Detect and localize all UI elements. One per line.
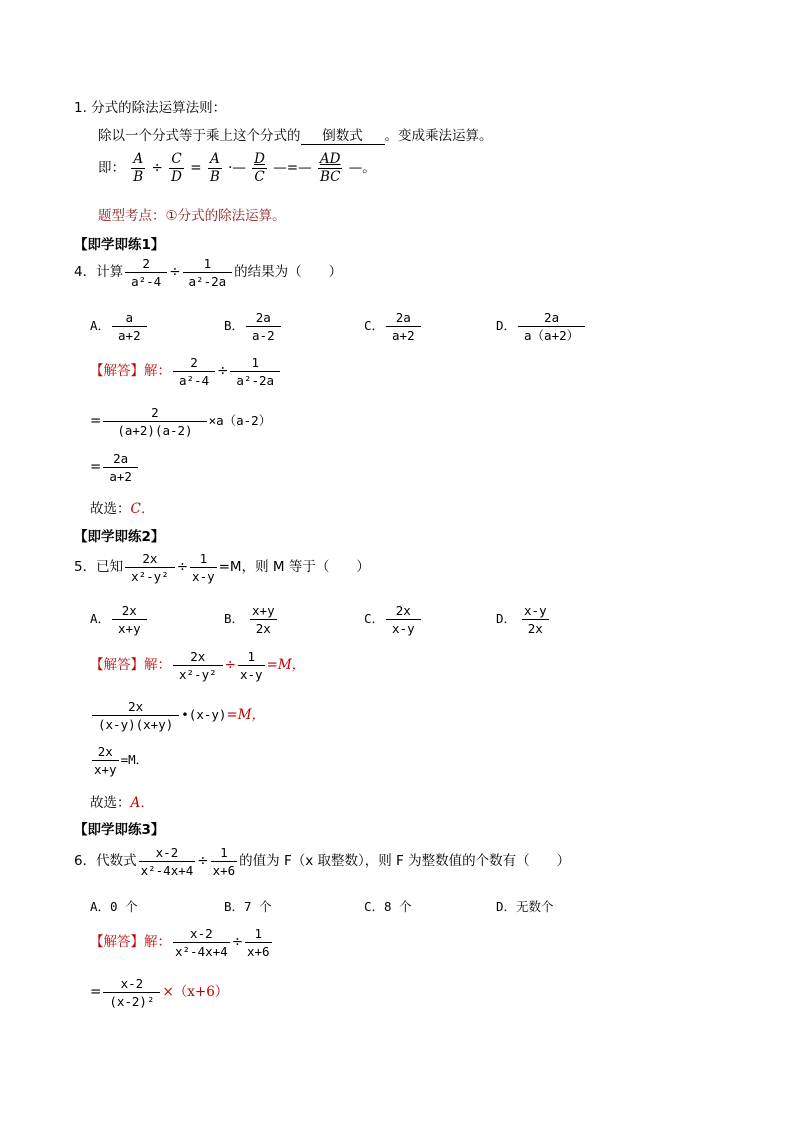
kaodian: 题型考点：①分式的除法运算。 bbox=[98, 208, 286, 224]
fraction-d-c: $\frac{D}{C}$ bbox=[254, 151, 265, 185]
div-sign: ÷ bbox=[217, 363, 229, 379]
q5-option-a[interactable]: A． $\frac{2x}{x+y}$ bbox=[90, 603, 149, 636]
q4-solution-line-1 bbox=[90, 355, 282, 388]
q6-option-b[interactable]: B．7 个 bbox=[224, 899, 272, 914]
ji-label: 即： bbox=[98, 160, 125, 176]
q4-solution-line-3 bbox=[90, 451, 140, 484]
q4-result bbox=[90, 497, 154, 517]
q5-suffix: =M，则 M 等于（ ） bbox=[218, 559, 370, 575]
q5-solution-line-2 bbox=[90, 699, 265, 732]
result-value: C． bbox=[130, 501, 155, 517]
q4-stem bbox=[74, 256, 342, 289]
q5-option-d[interactable]: D． $\frac{x-y}{2x}$ bbox=[496, 603, 555, 636]
dash: — bbox=[273, 160, 287, 176]
q5-sol-tail: •(x-y) bbox=[181, 707, 227, 722]
rule-heading: 1. 分式的除法运算法则： bbox=[74, 100, 227, 116]
result-label: 故选： bbox=[90, 795, 131, 811]
q4-sol-frac-2: $\frac{1}{\text{a²-2a}}$ bbox=[230, 355, 280, 388]
dash: — bbox=[232, 160, 246, 176]
q5-option-c[interactable]: C． $\frac{2x}{x-y}$ bbox=[364, 603, 423, 636]
rule-formula bbox=[98, 152, 376, 185]
fraction-ad-bc: $\frac{AD}{BC}$ bbox=[319, 151, 341, 185]
q6-solution-line-2 bbox=[90, 976, 228, 1009]
div-sign: ÷ bbox=[231, 934, 243, 950]
eq-sign: = bbox=[190, 160, 202, 176]
q6-prefix: 6．代数式 bbox=[74, 853, 137, 869]
rule-statement bbox=[98, 124, 493, 145]
q4-option-c[interactable]: C． $\frac{2a}{a+2}$ bbox=[364, 310, 423, 343]
answer-word: 解： bbox=[144, 657, 171, 673]
q5-red-eq: =M， bbox=[266, 657, 306, 673]
rule-text-after: 。变成乘法运算。 bbox=[384, 128, 493, 144]
answer-tag: 【解答】 bbox=[90, 363, 144, 379]
q5-sol-frac-4: $\frac{2x}{x+y}$ bbox=[94, 744, 117, 777]
eq-sign: = bbox=[90, 459, 102, 475]
section-heading-3: 【即学即练3】 bbox=[74, 822, 165, 838]
q6-option-a[interactable]: A．0 个 bbox=[90, 899, 138, 914]
q5-frac-1: $\frac{2x}{\text{x²-y²}}$ bbox=[125, 551, 175, 584]
q4-option-b[interactable]: B． $\frac{2a}{a-2}$ bbox=[224, 310, 283, 343]
result-label: 故选： bbox=[90, 501, 131, 517]
fraction-a-b: $\frac{A}{B}$ bbox=[133, 151, 144, 185]
q6-sol-frac-1: $\frac{x-2}{\text{x²-4x+4}}$ bbox=[175, 926, 228, 959]
div-sign: ÷ bbox=[169, 264, 181, 280]
q4-prefix: 4．计算 bbox=[74, 264, 124, 280]
q5-solution-line-1 bbox=[90, 649, 305, 682]
q5-solution-line-3 bbox=[90, 744, 148, 777]
q4-frac-1: $\frac{2}{\text{a²-4}}$ bbox=[125, 256, 167, 289]
rule-blank: 倒数式 bbox=[301, 124, 385, 145]
answer-word: 解： bbox=[144, 363, 171, 379]
eq-sign: = bbox=[286, 160, 299, 176]
q5-sol-frac-1: $\frac{2x}{\text{x²-y²}}$ bbox=[173, 649, 223, 682]
dash: — bbox=[298, 160, 312, 176]
q5-sol-frac-2: $\frac{1}{x-y}$ bbox=[239, 649, 263, 682]
q5-sol-red: =M， bbox=[226, 707, 266, 723]
fraction-a-b-2: $\frac{A}{B}$ bbox=[209, 151, 220, 185]
div-sign: ÷ bbox=[224, 657, 236, 673]
result-value: A． bbox=[130, 795, 154, 811]
q4-solution-line-2 bbox=[90, 405, 271, 438]
rule-text-before: 除以一个分式等于乘上这个分式的 bbox=[98, 128, 301, 144]
q5-option-b[interactable]: B． $\frac{x+y}{2x}$ bbox=[224, 603, 283, 636]
q6-stem bbox=[74, 845, 570, 878]
answer-tag: 【解答】 bbox=[90, 657, 144, 673]
q4-option-d[interactable]: D． $\frac{2a}{a(a+2)}$ bbox=[496, 310, 587, 343]
q5-stem bbox=[74, 551, 370, 584]
q5-sol-frac-3: $\frac{2x}{(x-y)(x+y)}$ bbox=[92, 699, 179, 732]
section-heading-2: 【即学即练2】 bbox=[74, 529, 165, 545]
div-sign: ÷ bbox=[197, 853, 209, 869]
q6-frac-1: $\frac{x-2}{\text{x²-4x+4}}$ bbox=[140, 845, 194, 878]
eq-sign: = bbox=[90, 413, 102, 429]
section-heading-1: 【即学即练1】 bbox=[74, 237, 165, 253]
q4-sol-tail: ×a（a-2） bbox=[208, 413, 272, 428]
q4-sol-frac-3: $\frac{2}{(a+2)(a-2)}$ bbox=[103, 405, 206, 438]
div-sign: ÷ bbox=[176, 559, 189, 575]
answer-tag: 【解答】 bbox=[90, 934, 144, 950]
q6-suffix: 的值为 F（x 取整数），则 F 为整数值的个数有（ ） bbox=[239, 853, 571, 869]
fraction-c-d: $\frac{C}{D}$ bbox=[171, 151, 182, 185]
eq-sign: = bbox=[90, 984, 102, 1000]
q6-option-c[interactable]: C．8 个 bbox=[364, 899, 412, 914]
q6-option-d[interactable]: D．无数个 bbox=[496, 899, 554, 914]
q5-sol-tail-2: =M． bbox=[120, 752, 149, 767]
q4-option-a[interactable]: A． $\frac{a}{a+2}$ bbox=[90, 310, 149, 343]
q6-solution-line-1 bbox=[90, 926, 274, 959]
end-dash: —。 bbox=[348, 160, 376, 176]
q4-sol-frac-1: $\frac{2}{\text{a²-4}}$ bbox=[173, 355, 215, 388]
dot-sign: · bbox=[228, 160, 233, 176]
q4-frac-2: $\frac{1}{\text{a²-2a}}$ bbox=[183, 256, 233, 289]
answer-word: 解： bbox=[144, 934, 171, 950]
q5-result bbox=[90, 791, 154, 811]
q5-prefix: 5．已知 bbox=[74, 559, 124, 575]
q6-sol-frac-3: $\frac{x-2}{\text{(x-2)²}}$ bbox=[103, 976, 160, 1009]
q5-frac-2: $\frac{1}{x-y}$ bbox=[192, 551, 215, 584]
q4-suffix: 的结果为（ ） bbox=[234, 264, 343, 280]
q4-sol-frac-4: $\frac{2a}{a+2}$ bbox=[103, 451, 138, 484]
q6-sol-tail: ×（x+6） bbox=[162, 984, 229, 1000]
div-sign: ÷ bbox=[151, 160, 163, 176]
q6-frac-2: $\frac{1}{x+6}$ bbox=[212, 845, 236, 878]
q6-sol-frac-2: $\frac{1}{x+6}$ bbox=[247, 926, 270, 959]
